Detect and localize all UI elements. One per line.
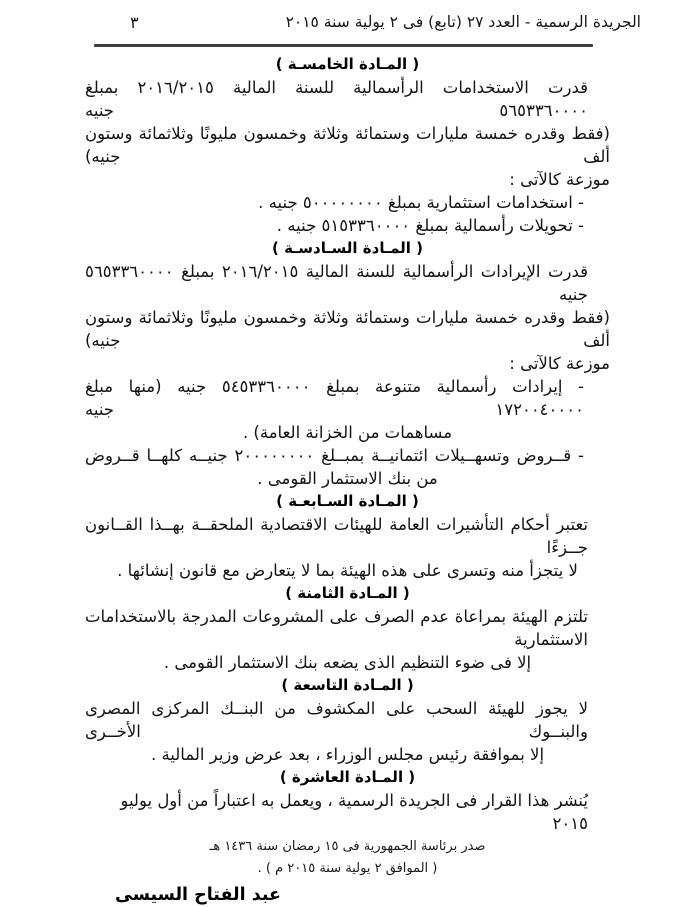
article-heading: ( المـادة السـادسـة ) [272, 239, 423, 257]
article-line: (فقط وقدره خمسة مليارات وستمائة وثلاثة وخمسون مليونًا وثلاثمائة وستون ألف جنيه) [85, 124, 610, 166]
article-heading: ( المـادة الخامسـة ) [275, 55, 420, 73]
article-10-section [85, 766, 610, 835]
article-line: قدرت الاستخدامات الرأسمالية للسنة المالية ٢٠١٦/٢٠١٥ بمبلغ ٥٦٥٣٣٦٠٠٠٠ جنيه [85, 78, 588, 120]
article-6-section [85, 237, 610, 490]
article-heading: ( المـادة التاسعة ) [281, 676, 414, 694]
article-line: من بنك الاستثمار القومى . [257, 469, 438, 488]
article-line: لا يجوز للهيئة السحب على المكشوف من البنــك المركزى المصرى والبنــوك الأخــرى [85, 699, 588, 741]
article-bullet-line: - قــروض وتسهــيلات ائتمانيــة بمبــلغ ٢٠٠٠٠٠٠٠٠ جنيــه كلهــا قــروض [85, 446, 584, 465]
article-heading: ( المـادة السـابعـة ) [276, 492, 419, 510]
article-5-section [85, 53, 610, 237]
article-line: لا يتجزأ منه وتسرى على هذه الهيئة بما لا يتعارض مع قانون إنشائها . [117, 561, 578, 580]
article-bullet-line: - استخدامات استثمارية بمبلغ ٥٠٠٠٠٠٠٠٠ جنيه . [258, 193, 584, 212]
page-header [0, 0, 687, 39]
article-bullet-line: - تحويلات رأسمالية بمبلغ ٥١٥٣٣٦٠٠٠٠ جنيه . [276, 216, 584, 235]
article-line: موزعة كالآتى : [509, 354, 610, 373]
article-line: موزعة كالآتى : [509, 170, 610, 189]
article-bullet-line: - إيرادات رأسمالية متنوعة بمبلغ ٥٤٥٣٣٦٠٠٠٠ جنيه (منها مبلغ ١٧٢٠٠٤٠٠٠٠ جنيه [85, 377, 585, 419]
article-line: مساهمات من الخزانة العامة) . [242, 423, 453, 442]
article-line: إلا بموافقة رئيس مجلس الوزراء ، بعد عرض وزير المالية . [150, 745, 545, 764]
article-line: (فقط وقدره خمسة مليارات وستمائة وثلاثة وخمسون مليونًا وثلاثمائة وستون ألف جنيه) [85, 308, 610, 350]
signature-name: عبد الفتاح السيسى [115, 885, 281, 905]
header-title: الجريدة الرسمية - العدد ٢٧ (تابع) فى ٢ يولية سنة ٢٠١٥ [285, 13, 641, 31]
closing-block [85, 836, 610, 907]
page-number: ٣ [130, 13, 139, 32]
article-line: يُنشر هذا القرار فى الجريدة الرسمية ، ويعمل به اعتباراً من أول يوليو ٢٠١٥ [120, 791, 588, 833]
article-line: إلا فى ضوء التنظيم الذى يضعه بنك الاستثمار القومى . [163, 653, 532, 672]
article-line: تلتزم الهيئة بمراعاة عدم الصرف على المشروعات المدرجة بالاستخدامات الاستثمارية [85, 607, 588, 649]
article-line: قدرت الإيرادات الرأسمالية للسنة المالية ٢٠١٦/٢٠١٥ بمبلغ ٥٦٥٣٣٦٠٠٠٠ جنيه [85, 262, 588, 304]
corresponding-date-line: ( الموافق ٢ يولية سنة ٢٠١٥ م ) . [257, 861, 438, 876]
issuance-line: صدر برئاسة الجمهورية فى ١٥ رمضان سنة ١٤٣٦ هـ [209, 839, 486, 854]
article-heading: ( المـادة الثامنة ) [285, 584, 410, 602]
article-9-section [85, 674, 610, 766]
article-heading: ( المـادة العاشرة ) [279, 768, 416, 786]
article-7-section [85, 490, 610, 582]
article-line: تعتبر أحكام التأشيرات العامة للهيئات الاقتصادية الملحقــة بهــذا القــانون جــزءًا [85, 515, 588, 557]
decree-body [0, 47, 687, 907]
article-8-section [85, 582, 610, 674]
